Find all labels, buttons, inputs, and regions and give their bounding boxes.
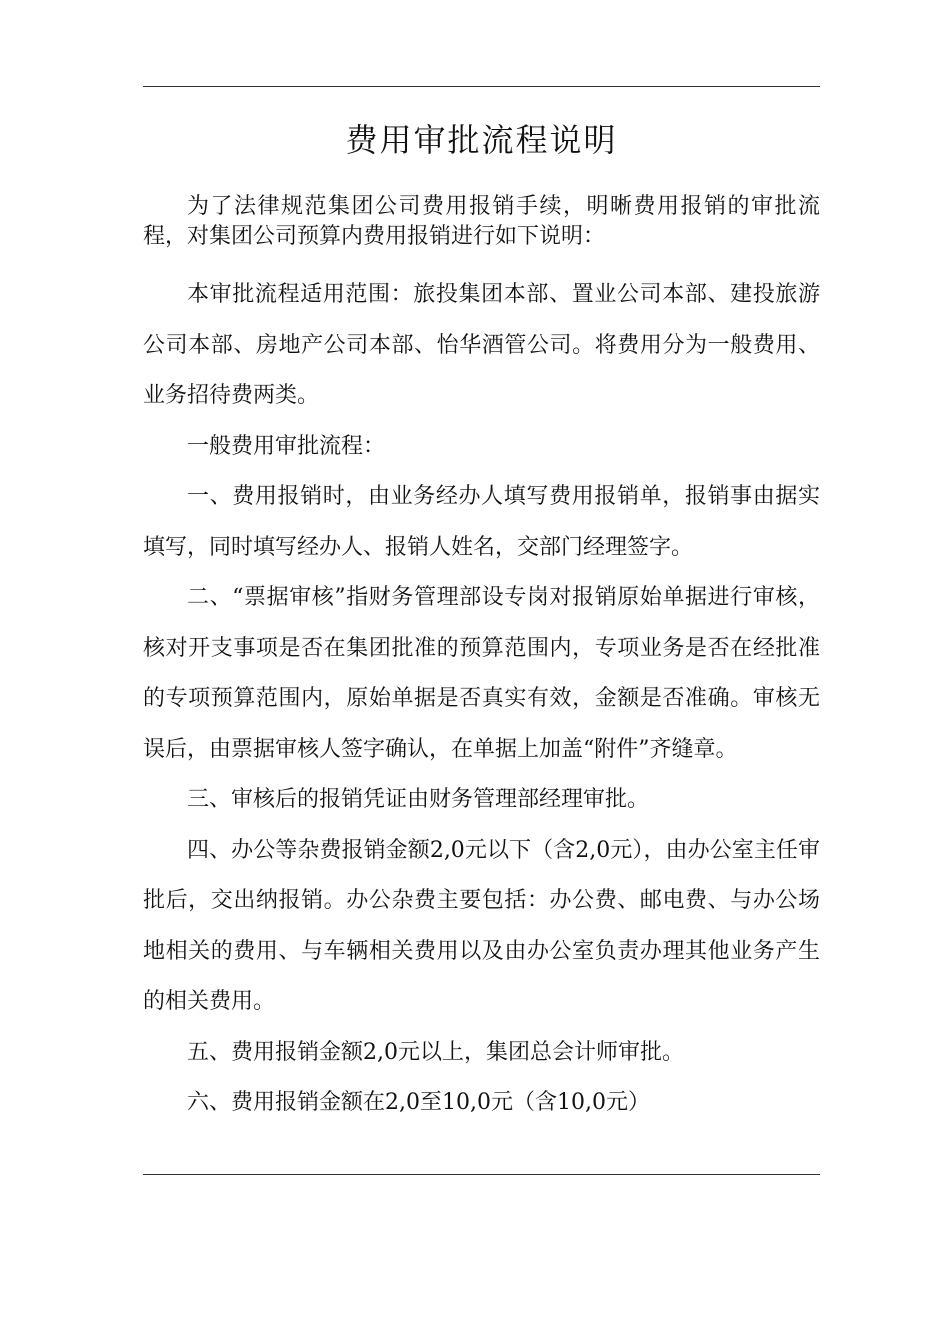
scope-paragraph: 本审批流程适用范围：旅投集团本部、置业公司本部、建投旅游公司本部、房地产公司本部、怡华酒管公司。将费用分为一般费用、业务招待费两类。 [143,282,820,408]
step-one-paragraph: 一、费用报销时，由业务经办人填写费用报销单，报销事由据实填写，同时填写经办人、报销人姓名，交部门经理签字。 [143,484,820,560]
header-rule [143,86,820,87]
step-four-paragraph: 四、办公等杂费报销金额2,0元以下（含2,0元），由办公室主任审批后，交出纳报销。办公杂费主要包括：办公费、邮电费、与办公场地相关的费用、与车辆相关费用以及由办公室负责办理其他业务产生的相关费用。 [143,837,820,1014]
intro-paragraph: 为了法律规范集团公司费用报销手续，明晰费用报销的审批流程，对集团公司预算内费用报销进行如下说明： [143,194,820,249]
step-two-paragraph: 二、“票据审核”指财务管理部设专岗对报销原始单据进行审核，核对开支事项是否在集团批准的预算范围内，专项业务是否在经批准的专项预算范围内，原始单据是否真实有效，金额是否准确。审核无误后，由票据审核人签字确认，在单据上加盖“附件”齐缝章。 [143,585,820,762]
step-five-paragraph: 五、费用报销金额2,0元以上，集团总会计师审批。 [187,1039,684,1065]
step-three-paragraph: 三、审核后的报销凭证由财务管理部经理审批。 [187,787,650,812]
section-heading: 一般费用审批流程： [187,433,386,459]
document-body [143,192,820,1129]
footer-rule [143,1174,820,1175]
document-title: 费用审批流程说明 [345,121,618,159]
step-six-paragraph: 六、费用报销金额在2,0至10,0元（含10,0元） [187,1090,650,1115]
